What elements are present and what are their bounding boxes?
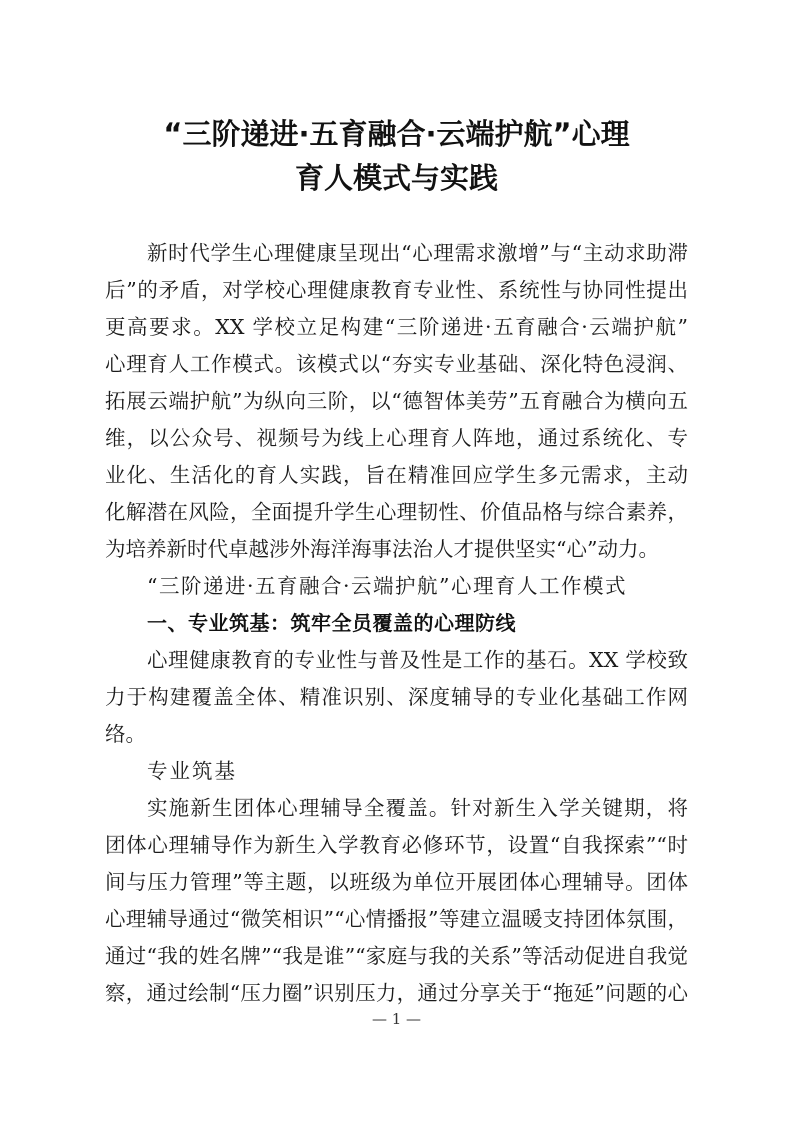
- body-line: 实施新生团体心理辅导全覆盖。针对新生入学关键期，将: [147, 796, 688, 820]
- intro-line: 维，以公众号、视频号为线上心理育人阵地，通过系统化、专: [105, 426, 688, 450]
- intro-line: 后”的矛盾，对学校心理健康教育专业性、系统性与协同性提出: [105, 278, 688, 302]
- body-line: 通过“我的姓名牌”“我是谁”“家庭与我的关系”等活动促进自我觉: [105, 944, 688, 968]
- section-line: 心理健康教育的专业性与普及性是工作的基石。XX 学校致: [147, 648, 688, 672]
- body-line: 间与压力管理”等主题，以班级为单位开展团体心理辅导。团体: [105, 870, 688, 894]
- document-title-line-2: 育人模式与实践: [294, 161, 498, 195]
- section-heading: 一、专业筑基：筑牢全员覆盖的心理防线: [147, 611, 516, 635]
- intro-line: 业化、生活化的育人实践，旨在精准回应学生多元需求，主动: [105, 463, 688, 487]
- body-line: 心理辅导通过“微笑相识”“心情播报”等建立温暖支持团体氛围，: [105, 907, 688, 931]
- page-number: — 1 —: [371, 1010, 422, 1028]
- body-line: 团体心理辅导作为新生入学教育必修环节，设置“自我探索”“时: [105, 833, 688, 857]
- body-line: 察，通过绘制“压力圈”识别压力，通过分享关于“拖延”问题的心: [105, 981, 688, 1005]
- intro-line: 拓展云端护航”为纵向三阶，以“德智体美劳”五育融合为横向五: [105, 389, 688, 413]
- intro-line: 新时代学生心理健康呈现出“心理需求激增”与“主动求助滞: [147, 241, 688, 265]
- intro-line: 化解潜在风险，全面提升学生心理韧性、价值品格与综合素养，: [105, 500, 688, 524]
- document-title-line-1: “三阶递进·五育融合·云端护航”心理: [163, 117, 630, 151]
- figure-caption: 专业筑基: [147, 759, 237, 783]
- intro-line: 更高要求。XX 学校立足构建“三阶递进·五育融合·云端护航”: [105, 315, 688, 339]
- intro-line: 为培养新时代卓越涉外海洋海事法治人才提供坚实“心”动力。: [105, 537, 659, 561]
- section-line: 络。: [105, 722, 146, 746]
- intro-line: 心理育人工作模式。该模式以“夯实专业基础、深化特色浸润、: [105, 352, 688, 376]
- section-line: 力于构建覆盖全体、精准识别、深度辅导的专业化基础工作网: [105, 685, 688, 709]
- figure-caption: “三阶递进·五育融合·云端护航”心理育人工作模式: [147, 574, 627, 598]
